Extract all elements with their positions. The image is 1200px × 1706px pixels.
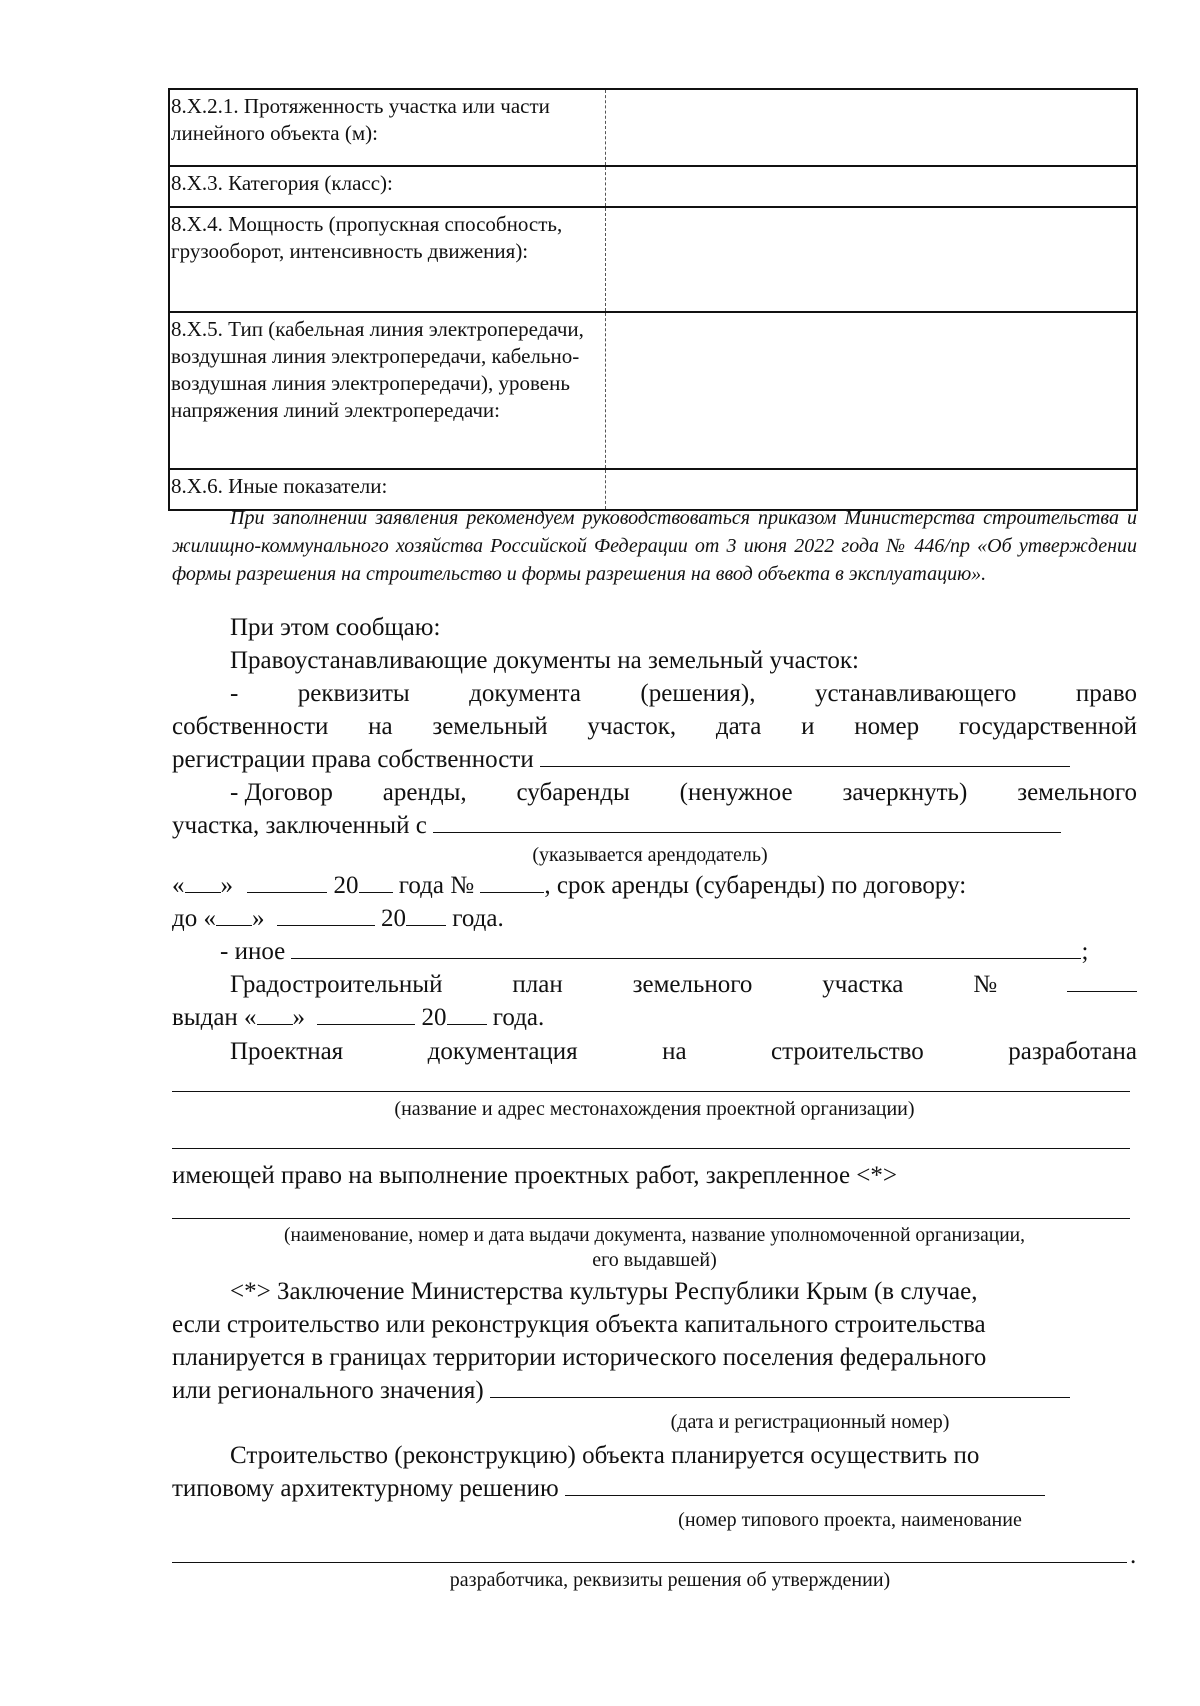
- lessor-field[interactable]: [433, 810, 1061, 833]
- year-prefix: 20: [421, 1004, 447, 1031]
- word: номер: [854, 713, 920, 740]
- word: на: [368, 713, 393, 740]
- word: участка: [822, 971, 904, 998]
- word: земельного: [632, 971, 753, 998]
- lease-term-label: , срок аренды (субаренды) по договору:: [544, 872, 967, 899]
- row-value[interactable]: [606, 89, 1138, 166]
- lease-line-1: [172, 777, 1137, 809]
- lease-line-2: [172, 810, 1137, 842]
- lessor-caption: (указывается арендодатель): [532, 844, 768, 866]
- row-label: 8.X.4. Мощность (пропускная способность, грузооборот, интенсивность движения):: [169, 207, 606, 312]
- gpzu-line-1: [172, 969, 1137, 1001]
- culture-line-2: если строительство или реконструкция объекта капитального строительства: [172, 1311, 986, 1338]
- year-field[interactable]: [447, 1002, 487, 1025]
- label: регистрации права собственности: [172, 746, 534, 773]
- semicolon: ;: [1081, 938, 1089, 965]
- table-row: [169, 312, 1137, 469]
- word: земельного: [1017, 779, 1137, 806]
- word: Проектная: [230, 1038, 344, 1065]
- typical-project-field[interactable]: [565, 1473, 1045, 1496]
- word: участок,: [587, 713, 677, 740]
- requisites-line-2: [172, 711, 1137, 743]
- culture-caption: (дата и регистрационный номер): [670, 1411, 950, 1433]
- until-label: до «: [172, 905, 216, 932]
- year-prefix: 20: [380, 905, 406, 932]
- word: зачеркнуть): [842, 779, 968, 806]
- row-value[interactable]: [606, 207, 1138, 312]
- month-field[interactable]: [247, 870, 327, 893]
- registration-field[interactable]: [540, 744, 1070, 767]
- word: план: [512, 971, 563, 998]
- requisites-line-3: [172, 744, 1137, 776]
- word: Градостроительный: [230, 971, 443, 998]
- row-value[interactable]: [606, 312, 1138, 469]
- year-label: года.: [452, 905, 504, 932]
- culture-line-3: планируется в границах территории исторического поселения федерального: [172, 1344, 987, 1371]
- word: и: [801, 713, 815, 740]
- year-field[interactable]: [359, 870, 393, 893]
- row-label: 8.X.6. Иные показатели:: [169, 469, 606, 510]
- word: (решения),: [640, 680, 756, 707]
- typical-developer-field[interactable]: [172, 1562, 1127, 1563]
- word: государственной: [958, 713, 1137, 740]
- contract-number-field[interactable]: [480, 870, 544, 893]
- day-field[interactable]: [185, 870, 221, 893]
- lease-date-line: [172, 870, 1137, 902]
- culture-line-1: <*> Заключение Министерства культуры Республики Крым (в случае,: [230, 1278, 978, 1305]
- right-caption-1: (наименование, номер и дата выдачи документа, название уполномоченной организации,: [284, 1225, 1025, 1246]
- word: на: [662, 1038, 687, 1065]
- quote-open: «: [172, 872, 185, 899]
- culture-conclusion-field[interactable]: [490, 1375, 1070, 1398]
- month-field[interactable]: [277, 903, 375, 926]
- word: разработана: [1008, 1038, 1137, 1065]
- other-label: - иное: [220, 938, 286, 965]
- word: №: [973, 971, 998, 998]
- typical-caption-1: (номер типового проекта, наименование: [678, 1509, 1022, 1531]
- inform-line: При этом сообщаю:: [230, 614, 441, 641]
- word: субаренды: [516, 779, 630, 806]
- row-label: 8.X.5. Тип (кабельная линия электропередачи, воздушная линия электропередачи, кабельно-воздушная линия электропередачи), уровень напряжения линий электропередачи:: [169, 312, 606, 469]
- right-caption-2: его выдавшей): [592, 1249, 717, 1271]
- table-row: [169, 89, 1137, 166]
- typical-line-2: [172, 1473, 1137, 1505]
- month-field[interactable]: [317, 1002, 415, 1025]
- docs-title: Правоустанавливающие документы на земельный участок:: [230, 647, 859, 674]
- day-field[interactable]: [257, 1002, 293, 1025]
- word: собственности: [172, 713, 329, 740]
- row-label: 8.X.2.1. Протяженность участка или части линейного объекта (м):: [169, 89, 606, 166]
- right-document-field[interactable]: [172, 1218, 1130, 1219]
- project-org-caption: (название и адрес местонахождения проектной организации): [394, 1098, 915, 1120]
- lease-until-line: [172, 903, 1137, 935]
- project-org-field-2[interactable]: [172, 1148, 1130, 1149]
- label: типовому архитектурному решению: [172, 1475, 559, 1502]
- other-field[interactable]: [291, 936, 1081, 959]
- word: документа: [469, 680, 581, 707]
- requisites-line-1: [172, 678, 1137, 710]
- word: устанавливающего: [814, 680, 1017, 707]
- table-row: [169, 207, 1137, 312]
- recommendation-note: При заполнении заявления рекомендуем руководствоваться приказом Министерства строительства и жилищно-коммунального хозяйства Российской Федерации от 3 июня 2022 года № 446/пр «Об утверждении формы разрешения на строительство и формы разрешения на ввод объекта в эксплуатацию».: [172, 507, 1137, 585]
- row-value[interactable]: [606, 166, 1138, 207]
- other-line: [172, 936, 1185, 968]
- row-label: 8.X.3. Категория (класс):: [169, 166, 606, 207]
- label: участка, заключенный с: [172, 812, 427, 839]
- quote-close: »: [292, 1004, 306, 1031]
- gpzu-line-2: [172, 1002, 1137, 1034]
- gpzu-number-field[interactable]: [1067, 969, 1137, 992]
- day-field[interactable]: [216, 903, 252, 926]
- number-label: года №: [398, 872, 475, 899]
- word: аренды,: [382, 779, 467, 806]
- indicators-table: [168, 88, 1138, 511]
- word: (ненужное: [679, 779, 793, 806]
- word: строительство: [771, 1038, 924, 1065]
- year-prefix: 20: [333, 872, 359, 899]
- word: документация: [427, 1038, 578, 1065]
- word: дата: [715, 713, 762, 740]
- typical-line-1: Строительство (реконструкцию) объекта планируется осуществить по: [230, 1442, 980, 1469]
- word: реквизиты: [297, 680, 410, 707]
- project-line: [172, 1036, 1137, 1068]
- period: .: [1130, 1542, 1137, 1569]
- word: право: [1075, 680, 1137, 707]
- year-label: года.: [492, 1004, 545, 1031]
- quote-close: »: [251, 905, 265, 932]
- word: -: [230, 680, 239, 707]
- table-row: [169, 166, 1137, 207]
- typical-caption-2: разработчика, реквизиты решения об утверждении): [449, 1569, 891, 1591]
- right-line: имеющей право на выполнение проектных работ, закрепленное <*>: [172, 1162, 897, 1189]
- word: - Договор: [230, 779, 333, 806]
- label: или регионального значения): [172, 1377, 484, 1404]
- project-org-field[interactable]: [172, 1091, 1130, 1092]
- quote-close: »: [220, 872, 233, 899]
- word: земельный: [432, 713, 548, 740]
- issued-label: выдан «: [172, 1004, 257, 1031]
- culture-line-4: [172, 1375, 1137, 1407]
- year-field[interactable]: [406, 903, 446, 926]
